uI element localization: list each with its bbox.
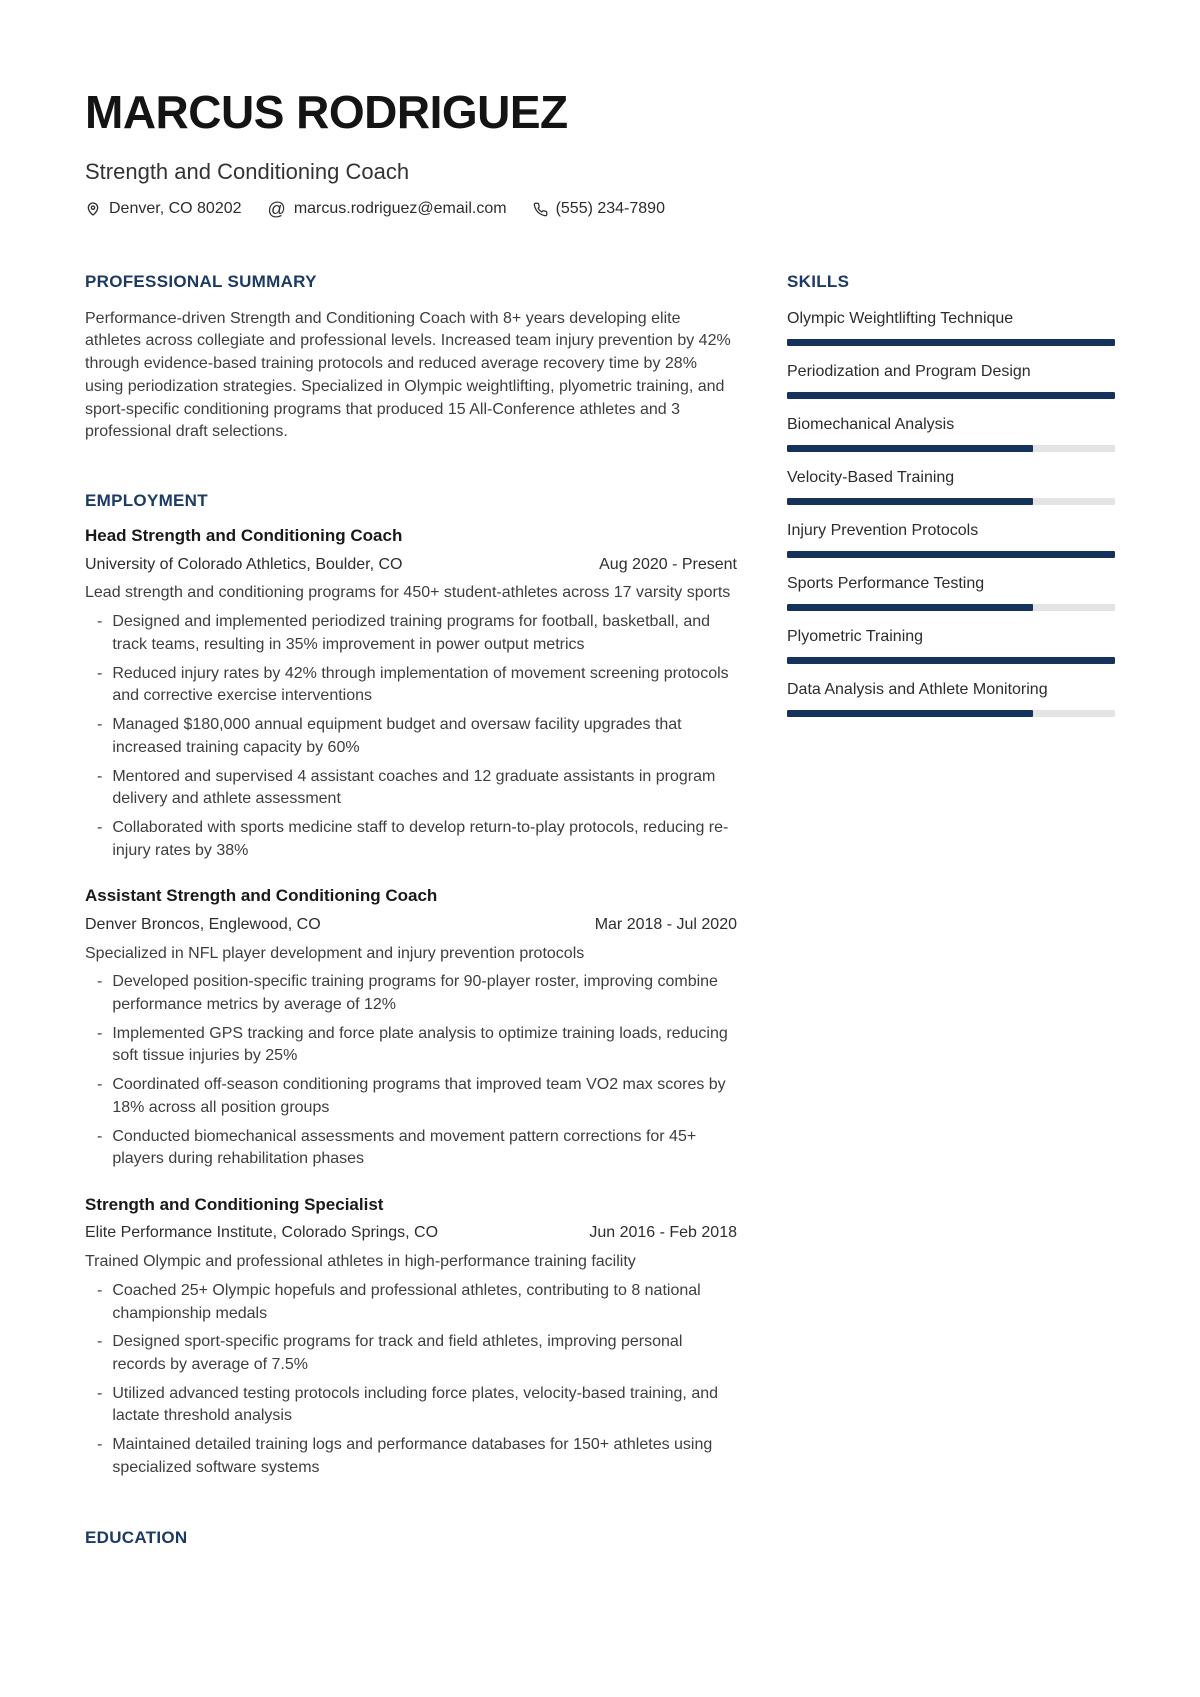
contact-location bbox=[85, 200, 242, 218]
bullet-dash: - bbox=[97, 1076, 103, 1094]
skill-name: Data Analysis and Athlete Monitoring bbox=[787, 680, 1048, 698]
bullet-item bbox=[85, 1126, 737, 1171]
skill-bar-fill bbox=[787, 498, 1033, 505]
skill-bar-track bbox=[787, 445, 1115, 452]
skill-name: Periodization and Program Design bbox=[787, 362, 1031, 380]
bullet-dash: - bbox=[97, 613, 103, 631]
resume-header bbox=[85, 86, 1115, 218]
section-heading-employment: EMPLOYMENT bbox=[85, 490, 208, 510]
bullet-item bbox=[85, 971, 737, 1016]
bullet-text: Developed position-specific training programs for 90-player roster, improving combine performance metrics by average of 12% bbox=[112, 973, 718, 1013]
job-dates: Aug 2020 - Present bbox=[599, 555, 737, 573]
bullet-item bbox=[85, 611, 737, 656]
skill-bar-fill bbox=[787, 551, 1115, 558]
skill-name: Biomechanical Analysis bbox=[787, 415, 955, 433]
main-column bbox=[85, 272, 737, 1563]
bullet-dash: - bbox=[97, 818, 103, 836]
content-columns bbox=[85, 272, 1115, 1563]
contact-phone-text: (555) 234-7890 bbox=[555, 200, 665, 218]
skill-bar-fill bbox=[787, 657, 1115, 664]
job-description: Lead strength and conditioning programs for 450+ student-athletes across 17 varsity sports bbox=[85, 584, 731, 602]
contact-location-text: Denver, CO 80202 bbox=[109, 200, 242, 218]
job-entry bbox=[85, 526, 737, 862]
bullet-text: Designed and implemented periodized training programs for football, basketball, and track teams, resulting in 35% improvement in power output metrics bbox=[112, 613, 711, 653]
skill-bar-fill bbox=[787, 339, 1115, 346]
phone-icon bbox=[533, 202, 548, 217]
bullet-dash: - bbox=[97, 1333, 103, 1351]
section-heading-education: EDUCATION bbox=[85, 1527, 188, 1547]
skill-bar-track bbox=[787, 339, 1115, 346]
bullet-item bbox=[85, 1023, 737, 1068]
bullet-dash: - bbox=[97, 1436, 103, 1454]
skill-item bbox=[787, 467, 1115, 505]
bullet-text: Conducted biomechanical assessments and movement pattern corrections for 45+ players during rehabilitation phases bbox=[112, 1127, 697, 1168]
job-title: Head Strength and Conditioning Coach bbox=[85, 526, 403, 546]
job-bullet-list bbox=[85, 971, 737, 1171]
section-professional-summary bbox=[85, 272, 737, 444]
person-name: MARCUS RODRIGUEZ bbox=[85, 86, 568, 138]
job-bullet-list bbox=[85, 1280, 737, 1480]
bullet-item bbox=[85, 714, 737, 759]
skill-item bbox=[787, 414, 1115, 452]
skill-name: Sports Performance Testing bbox=[787, 574, 985, 592]
bullet-text: Collaborated with sports medicine staff to develop return-to-play protocols, reducing re-injury rates by 38% bbox=[112, 818, 729, 859]
skill-name: Olympic Weightlifting Technique bbox=[787, 309, 1014, 327]
bullet-dash: - bbox=[97, 767, 103, 785]
contact-phone bbox=[533, 200, 665, 218]
bullet-text: Maintained detailed training logs and performance databases for 150+ athletes using specialized software systems bbox=[112, 1436, 713, 1476]
bullet-item bbox=[85, 1280, 737, 1325]
skill-name: Velocity-Based Training bbox=[787, 468, 955, 486]
skill-bar-fill bbox=[787, 604, 1033, 611]
skill-bar-fill bbox=[787, 710, 1033, 717]
bullet-text: Managed $180,000 annual equipment budget and oversaw facility upgrades that increased training capacity by 60% bbox=[112, 716, 682, 756]
skill-bar-track bbox=[787, 551, 1115, 558]
bullet-dash: - bbox=[97, 973, 103, 991]
bullet-dash: - bbox=[97, 1024, 103, 1042]
contact-email bbox=[268, 200, 507, 218]
job-description: Specialized in NFL player development and injury prevention protocols bbox=[85, 944, 585, 962]
bullet-text: Implemented GPS tracking and force plate analysis to optimize training loads, reducing soft tissue injuries by 25% bbox=[112, 1024, 728, 1065]
skill-item bbox=[787, 308, 1115, 346]
bullet-text: Mentored and supervised 4 assistant coaches and 12 graduate assistants in program delivery and athlete assessment bbox=[112, 767, 716, 808]
bullet-dash: - bbox=[97, 1281, 103, 1299]
skill-bar-track bbox=[787, 604, 1115, 611]
skill-item bbox=[787, 573, 1115, 611]
job-meta-row bbox=[85, 554, 737, 577]
job-description: Trained Olympic and professional athletes in high-performance training facility bbox=[85, 1253, 636, 1271]
job-company: Elite Performance Institute, Colorado Springs, CO bbox=[85, 1224, 439, 1242]
job-bullet-list bbox=[85, 611, 737, 862]
job-entry bbox=[85, 1195, 737, 1480]
skill-item bbox=[787, 679, 1115, 717]
section-education bbox=[85, 1528, 737, 1548]
job-dates: Jun 2016 - Feb 2018 bbox=[589, 1224, 737, 1242]
bullet-text: Coordinated off-season conditioning programs that improved team VO2 max scores by 18% across all position groups bbox=[112, 1076, 726, 1116]
contact-row bbox=[85, 200, 1115, 218]
at-sign-icon: @ bbox=[267, 199, 286, 220]
bullet-item bbox=[85, 1074, 737, 1119]
skill-bar-fill bbox=[787, 392, 1115, 399]
skills-sidebar bbox=[787, 272, 1115, 731]
section-employment bbox=[85, 491, 737, 1480]
skill-bar-track bbox=[787, 657, 1115, 664]
skill-name: Plyometric Training bbox=[787, 627, 924, 645]
skill-item bbox=[787, 361, 1115, 399]
contact-email-text: marcus.rodriguez@email.com bbox=[293, 200, 507, 218]
bullet-text: Utilized advanced testing protocols including force plates, velocity-based training, and lactate threshold analysis bbox=[112, 1384, 719, 1425]
skill-item bbox=[787, 520, 1115, 558]
skill-name: Injury Prevention Protocols bbox=[787, 521, 979, 539]
summary-paragraph: Performance-driven Strength and Conditioning Coach with 8+ years developing elite athletes across collegiate and professional levels. Increased team injury prevention by 42% through evidence-based training protocols and reduced average recovery time by 28% using periodization strategies. Specialized in Olympic weightlifting, plyometric training, and sport-specific conditioning programs that produced 15 All-Conference athletes and 3 professional draft selections. bbox=[85, 309, 731, 441]
skill-item bbox=[787, 626, 1115, 664]
job-dates: Mar 2018 - Jul 2020 bbox=[594, 915, 737, 933]
job-company: University of Colorado Athletics, Boulder, CO bbox=[85, 555, 403, 573]
job-meta-row bbox=[85, 914, 737, 937]
job-company: Denver Broncos, Englewood, CO bbox=[85, 915, 321, 933]
bullet-dash: - bbox=[97, 664, 103, 682]
bullet-text: Reduced injury rates by 42% through implementation of movement screening protocols and corrective exercise interventions bbox=[112, 664, 729, 705]
bullet-dash: - bbox=[97, 1384, 103, 1402]
skill-bar-fill bbox=[787, 445, 1033, 452]
bullet-item bbox=[85, 1383, 737, 1428]
bullet-item bbox=[85, 1331, 737, 1376]
person-job-title: Strength and Conditioning Coach bbox=[85, 158, 410, 184]
bullet-item bbox=[85, 1434, 737, 1479]
bullet-text: Designed sport-specific programs for track and field athletes, improving personal records by average of 7.5% bbox=[112, 1333, 683, 1373]
bullet-text: Coached 25+ Olympic hopefuls and professional athletes, contributing to 8 national championship medals bbox=[112, 1281, 701, 1322]
bullet-dash: - bbox=[97, 716, 103, 734]
bullet-item bbox=[85, 766, 737, 811]
skill-bar-track bbox=[787, 710, 1115, 717]
bullet-dash: - bbox=[97, 1127, 103, 1145]
section-heading-professional-summary: PROFESSIONAL SUMMARY bbox=[85, 272, 317, 292]
section-heading-skills: SKILLS bbox=[787, 272, 850, 292]
job-title: Strength and Conditioning Specialist bbox=[85, 1194, 384, 1214]
skill-bar-track bbox=[787, 392, 1115, 399]
location-pin-icon bbox=[85, 201, 101, 217]
job-title: Assistant Strength and Conditioning Coach bbox=[85, 886, 438, 906]
job-meta-row bbox=[85, 1222, 737, 1245]
bullet-item bbox=[85, 663, 737, 708]
job-entry bbox=[85, 886, 737, 1171]
skill-bar-track bbox=[787, 498, 1115, 505]
bullet-item bbox=[85, 817, 737, 862]
